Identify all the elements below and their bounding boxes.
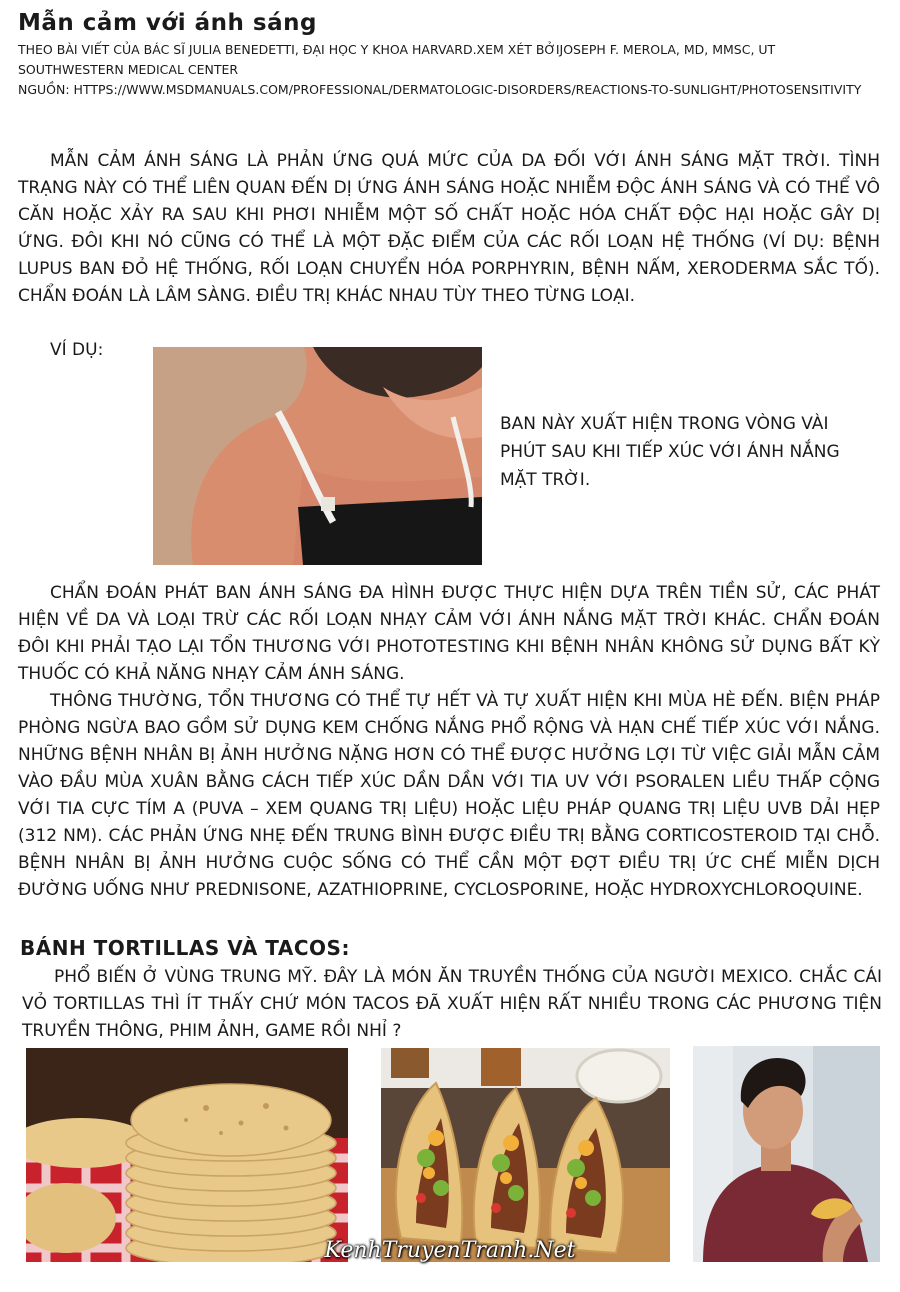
treatment-paragraph [18,688,880,904]
intro-text: MẪN CẢM ÁNH SÁNG LÀ PHẢN ỨNG QUÁ MỨC CỦA DA ĐỐI VỚI ÁNH SÁNG MẶT TRỜI. TÌNH TRẠNG NÀY CÓ THỂ LIÊN QUAN ĐẾN DỊ ỨNG ÁNH SÁNG HOẶC NHIỄM ĐỘC ÁNH SÁNG VÀ CÓ THỂ VÔ CĂN HOẶC XẢY RA SAU KHI PHƠI NHIỄM MỘT SỐ CHẤT HOẶC HÓA CHẤT ĐỘC HẠI HOẶC GÂY DỊ ỨNG. ĐÔI KHI NÓ CŨNG CÓ THỂ LÀ MỘT ĐẶC ĐIỂM CỦA CÁC RỐI LOẠN HỆ THỐNG (VÍ DỤ: BỆNH LUPUS BAN ĐỎ HỆ THỐNG, RỐI LOẠN CHUYỂN HÓA PORPHYRIN, BỆNH NẤM, XERODERMA SẮC TỐ). CHẨN ĐOÁN LÀ LÂM SÀNG. ĐIỀU TRỊ KHÁC NHAU TÙY THEO TỪNG LOẠI. [18,151,880,306]
man-eating-taco-photo [693,1046,880,1262]
treatment-text: THÔNG THƯỜNG, TỔN THƯƠNG CÓ THỂ TỰ HẾT VÀ TỰ XUẤT HIỆN KHI MÙA HÈ ĐẾN. BIỆN PHÁP PHÒNG NGỪA BAO GỒM SỬ DỤNG KEM CHỐNG NẮNG PHỔ RỘNG VÀ HẠN CHẾ TIẾP XÚC VỚI NẮNG. NHỮNG BỆNH NHÂN BỊ ẢNH HƯỞNG NẶNG HƠN CÓ THỂ ĐƯỢC HƯỞNG LỢI TỪ VIỆC GIẢI MẪN CẢM VÀO ĐẦU MÙA XUÂN BẰNG CÁCH TIẾP XÚC DẦN DẦN VỚI TIA UV VỚI PSORALEN LIỀU THẤP CỘNG VỚI TIA CỰC TÍM A (PUVA – XEM QUANG TRỊ LIỆU) HOẶC LIỆU PHÁP QUANG TRỊ LIỆU UVB DẢI HẸP (312 NM). CÁC PHẢN ỨNG NHẸ ĐẾN TRUNG BÌNH ĐƯỢC ĐIỀU TRỊ BẰNG CORTICOSTEROID TẠI CHỖ. BỆNH NHÂN BỊ ẢNH HƯỞNG CUỘC SỐNG CÓ THỂ CẦN MỘT ĐỢT ĐIỀU TRỊ ỨC CHẾ MIỄN DỊCH ĐƯỜNG UỐNG NHƯ PREDNISONE, AZATHIOPRINE, CYCLOSPORINE, HOẶC HYDROXYCHLOROQUINE. [18,691,880,900]
tortilla-photo [26,1048,348,1262]
tacos-photo [381,1048,670,1262]
page-title: Mẫn cảm với ánh sáng [18,10,317,36]
food-text: PHỔ BIẾN Ở VÙNG TRUNG MỸ. ĐÂY LÀ MÓN ĂN TRUYỀN THỐNG CỦA NGƯỜI MEXICO. CHẮC CÁI VỎ TORTILLAS THÌ ÍT THẤY CHỨ MÓN TACOS ĐÃ XUẤT HIỆN RẤT NHIỀU TRONG CÁC PHƯƠNG TIỆN TRUYỀN THÔNG, PHIM ẢNH, GAME RỒI NHỈ ? [22,967,882,1041]
food-heading: BÁNH TORTILLAS VÀ TACOS: [20,936,350,960]
source-line: NGUỒN: HTTPS://WWW.MSDMANUALS.COM/PROFESSIONAL/DERMATOLOGIC-DISORDERS/REACTIONS-TO-SUNLIGHT/PHOTOSENSITIVITY [18,82,862,97]
watermark: KenhTruyenTranh.Net [324,1238,576,1263]
example-label: VÍ DỤ: [50,340,104,360]
intro-paragraph [18,148,880,310]
rash-caption: BAN NÀY XUẤT HIỆN TRONG VÒNG VÀI PHÚT SAU KHI TIẾP XÚC VỚI ÁNH NẮNG MẶT TRỜI. [500,414,840,490]
food-paragraph [22,964,882,1045]
byline: THEO BÀI VIẾT CỦA BÁC SĨ JULIA BENEDETTI, ĐẠI HỌC Y KHOA HARVARD.XEM XÉT BỞIJOSEPH F. MEROLA, MD, MMSC, UT SOUTHWESTERN MEDICAL CENTER [18,42,776,77]
diagnosis-paragraph [18,580,880,688]
rash-photo [153,347,482,565]
diagnosis-text: CHẨN ĐOÁN PHÁT BAN ÁNH SÁNG ĐA HÌNH ĐƯỢC THỰC HIỆN DỰA TRÊN TIỀN SỬ, CÁC PHÁT HIỆN VỀ DA VÀ LOẠI TRỪ CÁC RỐI LOẠN NHẠY CẢM VỚI ÁNH NẮNG MẶT TRỜI KHÁC. CHẨN ĐOÁN ĐÔI KHI PHẢI TẠO LẠI TỔN THƯƠNG VỚI PHOTOTESTING KHI BỆNH NHÂN KHÔNG SỬ DỤNG BẤT KỲ THUỐC CÓ KHẢ NĂNG NHẠY CẢM ÁNH SÁNG. [18,583,880,684]
